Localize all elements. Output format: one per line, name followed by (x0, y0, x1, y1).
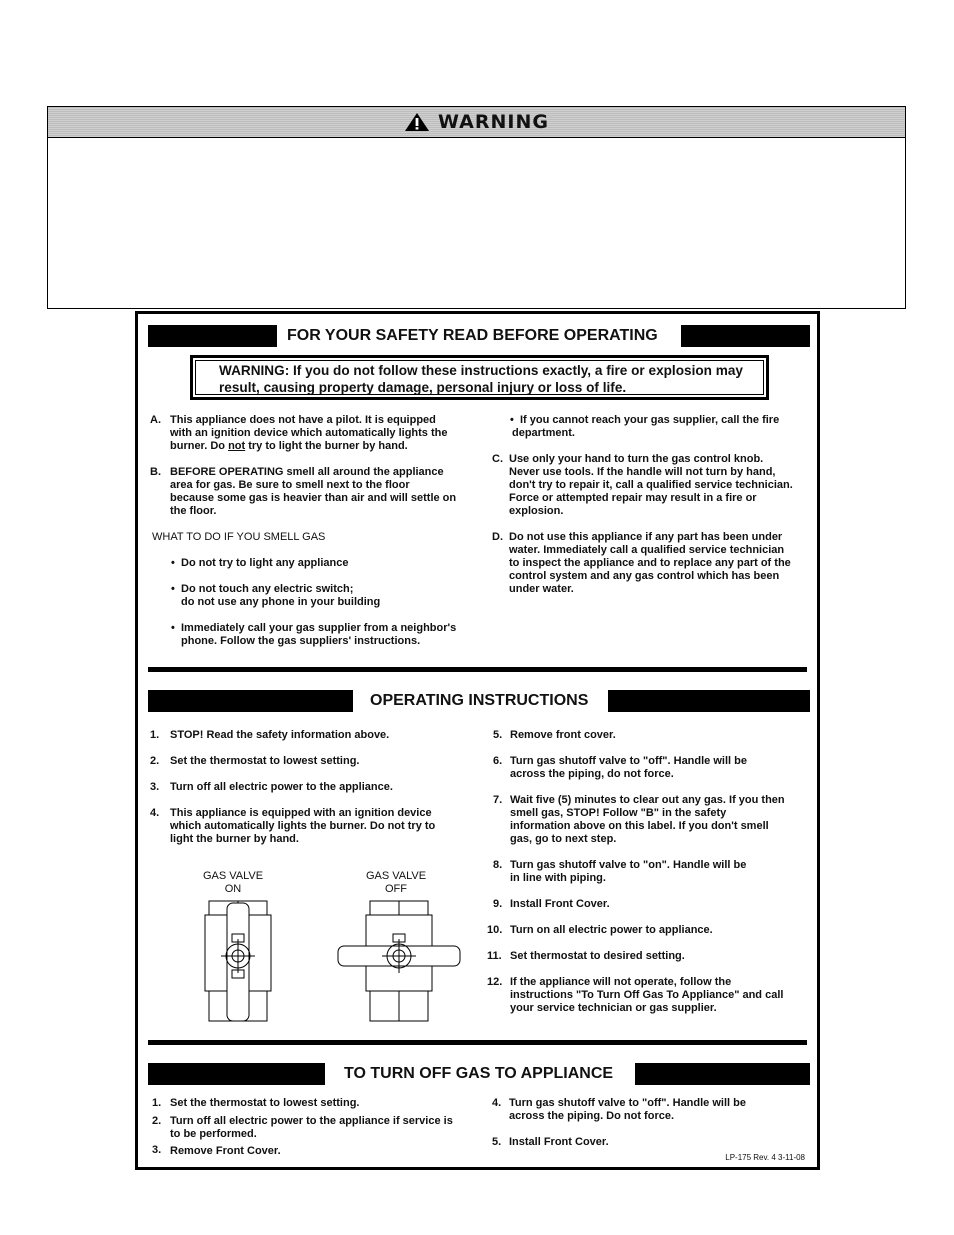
item-d-line-3: to inspect the appliance and to replace any part of the (509, 557, 791, 569)
step-12-number: 12. (487, 976, 503, 988)
item-d-line-5: under water. (509, 583, 574, 595)
smell-gas-heading: WHAT TO DO IF YOU SMELL GAS (152, 531, 326, 543)
step-10-number: 10. (487, 924, 503, 936)
header-block-right (608, 690, 810, 712)
step-7-line-4: gas, go to next step. (510, 833, 617, 845)
item-c-line-5: explosion. (509, 505, 564, 517)
step-7-line-2: smell gas, STOP! Follow "B" in the safety (510, 807, 727, 819)
smell-bullet-3-line-2: phone. Follow the gas suppliers' instructions. (181, 635, 421, 647)
step-4-number: 4. (150, 807, 160, 819)
step-11-text: Set thermostat to desired setting. (510, 950, 685, 962)
item-b-line-1: BEFORE OPERATING smell all around the appliance (170, 466, 444, 478)
item-a-line-3: burner. Do not try to light the burner by hand. (170, 440, 408, 452)
valve-off-icon (336, 899, 462, 1024)
step-5-number: 5. (493, 729, 503, 741)
step-3-number: 3. (150, 781, 160, 793)
item-b-line-4: the floor. (170, 505, 217, 517)
step-11-number: 11. (487, 950, 502, 962)
inner-warning-line-2: result, causing property damage, personal injury or loss of life. (219, 380, 627, 395)
step-12-line-1: If the appliance will not operate, follow the (510, 976, 732, 988)
item-d-line-1: Do not use this appliance if any part has been under (509, 531, 783, 543)
smell-bullet-2-line-2: do not use any phone in your building (181, 596, 381, 608)
step-12-line-2: instructions "To Turn Off Gas To Appliance" and call (510, 989, 784, 1001)
turnoff-5-text: Install Front Cover. (509, 1136, 609, 1148)
step-9-text: Install Front Cover. (510, 898, 610, 910)
step-2-number: 2. (150, 755, 160, 767)
item-a-line-2: with an ignition device which automatically lights the (170, 427, 448, 439)
turnoff-4-line-2: across the piping. Do not force. (509, 1110, 675, 1122)
item-a-label: A. (150, 414, 161, 426)
safety-header-bar (148, 325, 807, 347)
smell-bullet-2-line-1: • Do not touch any electric switch; (181, 583, 353, 596)
item-c-line-4: Force or attempted repair may result in a fire or (509, 492, 757, 504)
item-c-line-3: don't try to repair it, call a qualified service technician. (509, 479, 793, 491)
turnoff-4-line-1: Turn gas shutoff valve to "off". Handle will be (509, 1097, 746, 1109)
right-bullet-line-2: department. (512, 427, 575, 439)
item-c-label: C. (492, 453, 503, 465)
header-block-left (148, 690, 353, 712)
step-10-text: Turn on all electric power to appliance. (510, 924, 713, 936)
step-4-line-3: light the burner by hand. (170, 833, 299, 845)
warning-box (47, 106, 906, 309)
turnoff-header: TO TURN OFF GAS TO APPLIANCE (344, 1065, 614, 1082)
step-7-number: 7. (493, 794, 503, 806)
valve-on-icon (203, 899, 273, 1024)
step-3-text: Turn off all electric power to the appliance. (170, 781, 393, 793)
smell-bullet-1: • Do not try to light any appliance (181, 557, 348, 570)
step-8-line-1: Turn gas shutoff valve to "on". Handle will be (510, 859, 747, 871)
turnoff-1-text: Set the thermostat to lowest setting. (170, 1097, 360, 1109)
item-a-line-1: This appliance does not have a pilot. It is equipped (170, 414, 436, 426)
safety-label (135, 311, 820, 1170)
item-c-line-2: Never use tools. If the handle will not turn by hand, (509, 466, 776, 478)
turnoff-2-line-1: Turn off all electric power to the appliance if service is (170, 1115, 453, 1127)
turnoff-3-text: Remove Front Cover. (170, 1145, 281, 1157)
step-2-text: Set the thermostat to lowest setting. (170, 755, 360, 767)
step-6-number: 6. (493, 755, 503, 767)
operating-header-bar (148, 690, 807, 712)
item-b-label: B. (150, 466, 161, 478)
step-7-line-3: information above on this label. If you don't smell (510, 820, 769, 832)
step-4-line-2: which automatically lights the burner. Do not try to (170, 820, 436, 832)
header-block-left (148, 325, 277, 347)
turnoff-2-line-2: to be performed. (170, 1128, 257, 1140)
turnoff-5-number: 5. (492, 1136, 502, 1148)
step-6-line-2: across the piping, do not force. (510, 768, 674, 780)
divider-1 (148, 667, 807, 672)
valve-off-caption: GAS VALVE OFF (365, 870, 427, 895)
header-block-right (681, 325, 810, 347)
item-c-line-1: Use only your hand to turn the gas control knob. (509, 453, 764, 465)
step-4-line-1: This appliance is equipped with an ignition device (170, 807, 432, 819)
step-1-number: 1. (150, 729, 160, 741)
divider-2 (148, 1040, 807, 1045)
item-b-line-2: area for gas. Be sure to smell next to the floor (170, 479, 410, 491)
item-d-line-2: water. Immediately call a qualified service technician (509, 544, 785, 556)
turnoff-3-number: 3. (152, 1144, 162, 1156)
step-1-text: STOP! Read the safety information above. (170, 729, 390, 741)
warning-title (404, 111, 549, 133)
step-12-line-3: your service technician or gas supplier. (510, 1002, 717, 1014)
warning-triangle-icon (404, 112, 430, 132)
item-b-line-3: because some gas is heavier than air and will settle on (170, 492, 457, 504)
step-8-number: 8. (493, 859, 503, 871)
item-d-line-4: control system and any gas control which has been (509, 570, 780, 582)
warning-header-bar (48, 107, 905, 138)
warning-title-text: WARNING (438, 111, 549, 133)
operating-header: OPERATING INSTRUCTIONS (370, 692, 589, 709)
step-5-text: Remove front cover. (510, 729, 616, 741)
item-d-label: D. (492, 531, 503, 543)
turnoff-4-number: 4. (492, 1097, 502, 1109)
valve-on-caption: GAS VALVE ON (202, 870, 264, 895)
turnoff-header-bar (148, 1063, 807, 1085)
inner-warning-line-1: WARNING: If you do not follow these instructions exactly, a fire or explosion may (219, 363, 743, 378)
step-9-number: 9. (493, 898, 503, 910)
step-6-line-1: Turn gas shutoff valve to "off". Handle will be (510, 755, 747, 767)
right-bullet-line-1: • If you cannot reach your gas supplier, call the fire (520, 414, 779, 427)
step-7-line-1: Wait five (5) minutes to clear out any gas. If you then (510, 794, 785, 806)
smell-bullet-3-line-1: • Immediately call your gas supplier from a neighbor's (181, 622, 456, 635)
turnoff-2-number: 2. (152, 1115, 162, 1127)
safety-header: FOR YOUR SAFETY READ BEFORE OPERATING (287, 327, 658, 344)
inner-warning-box (190, 355, 769, 400)
header-block-left (148, 1063, 325, 1085)
header-block-right (635, 1063, 810, 1085)
step-8-line-2: in line with piping. (510, 872, 606, 884)
label-code: LP-175 Rev. 4 3-11-08 (725, 1153, 805, 1162)
turnoff-1-number: 1. (152, 1097, 162, 1109)
